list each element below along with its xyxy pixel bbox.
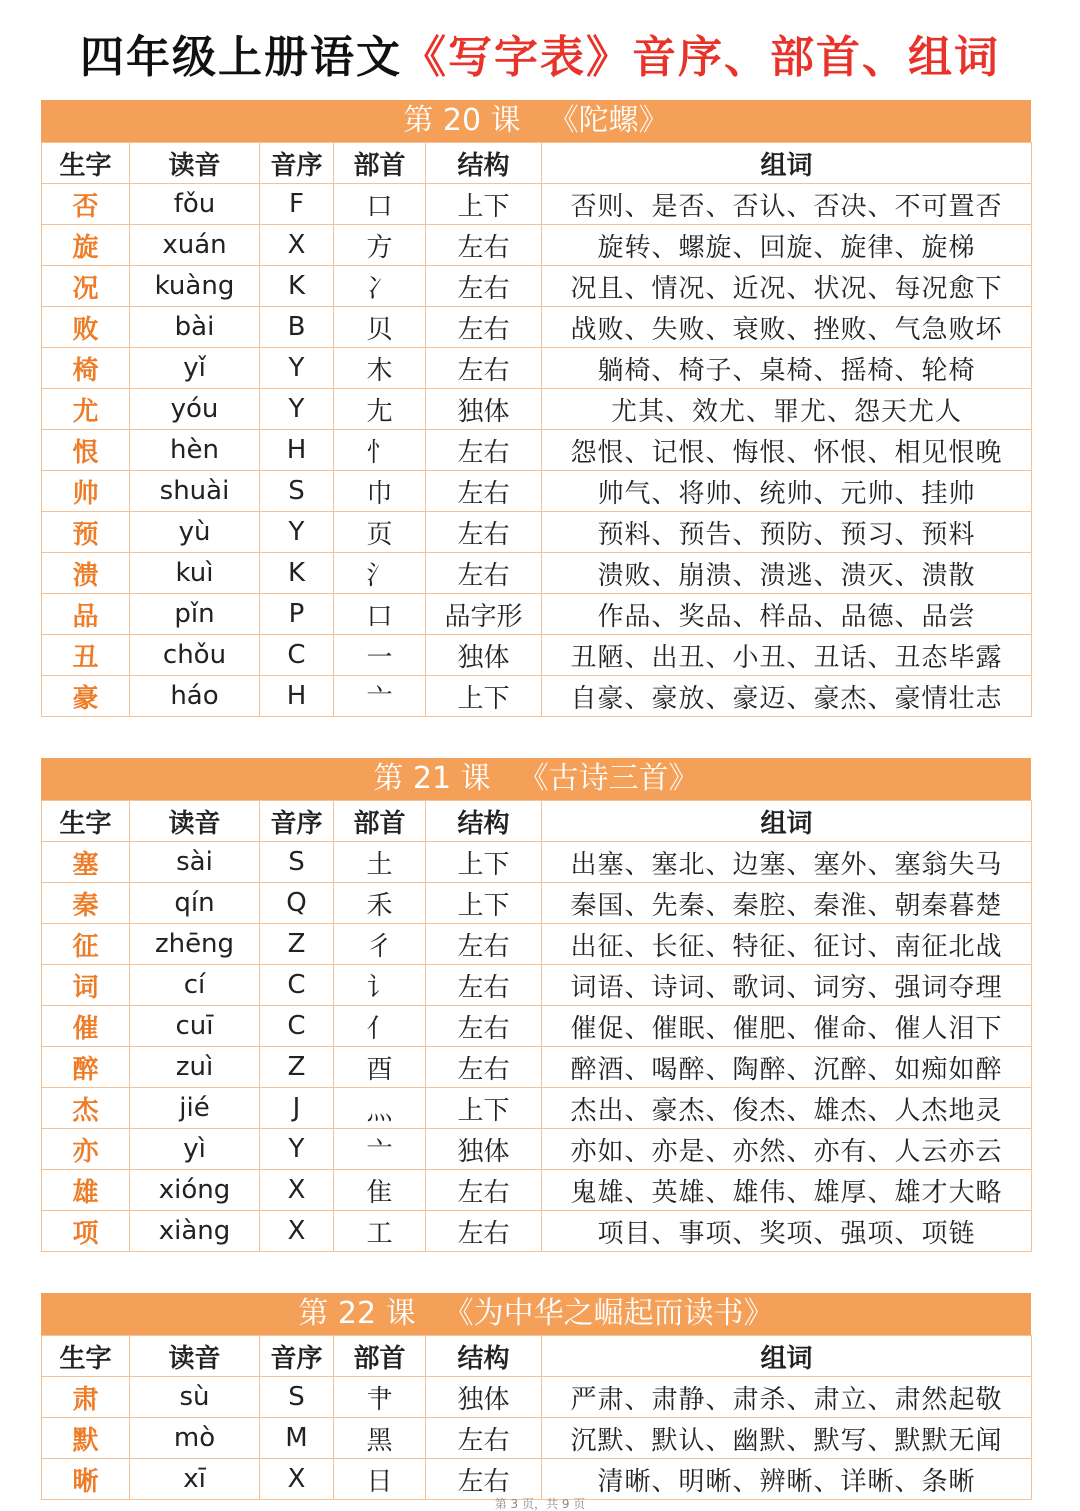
radical-cell: 酉	[334, 1047, 426, 1088]
column-header: 结构	[426, 801, 542, 842]
structure-cell: 左右	[426, 348, 542, 389]
column-header: 读音	[130, 1336, 260, 1377]
radical-cell: 贝	[334, 307, 426, 348]
radical-cell: 口	[334, 594, 426, 635]
pinyin-cell: qín	[130, 883, 260, 924]
radical-cell: 亠	[334, 676, 426, 717]
word-group-cell: 怨恨、记恨、悔恨、怀恨、相见恨晚	[542, 430, 1032, 471]
pinyin-cell: sù	[130, 1377, 260, 1418]
page-title-topic: 《写字表》音序、部首、组词	[402, 32, 1000, 83]
pinyin-cell: cí	[130, 965, 260, 1006]
lesson-number: 第 22 课	[298, 1296, 416, 1331]
radical-cell: 页	[334, 512, 426, 553]
column-header: 部首	[334, 1336, 426, 1377]
radical-cell: 工	[334, 1211, 426, 1252]
word-group-cell: 项目、事项、奖项、强项、项链	[542, 1211, 1032, 1252]
lesson-number: 第 20 课	[403, 103, 521, 138]
radical-cell: 巾	[334, 471, 426, 512]
word-group-cell: 秦国、先秦、秦腔、秦淮、朝秦暮楚	[542, 883, 1032, 924]
word-group-cell: 丑陋、出丑、小丑、丑话、丑态毕露	[542, 635, 1032, 676]
table-row	[42, 1088, 1032, 1129]
character-cell: 晰	[42, 1459, 130, 1500]
structure-cell: 左右	[426, 1459, 542, 1500]
structure-cell: 左右	[426, 471, 542, 512]
character-cell: 况	[42, 266, 130, 307]
word-group-cell: 沉默、默认、幽默、默写、默默无闻	[542, 1418, 1032, 1459]
column-header: 结构	[426, 1336, 542, 1377]
structure-cell: 左右	[426, 553, 542, 594]
character-cell: 肃	[42, 1377, 130, 1418]
word-group-cell: 作品、奖品、样品、品德、品尝	[542, 594, 1032, 635]
initial-letter-cell: C	[260, 1006, 334, 1047]
page-footer: 第 3 页，共 9 页	[494, 1497, 586, 1511]
radical-cell: 冫	[334, 266, 426, 307]
column-header: 音序	[260, 801, 334, 842]
radical-cell: 禾	[334, 883, 426, 924]
pinyin-cell: háo	[130, 676, 260, 717]
character-cell: 帅	[42, 471, 130, 512]
initial-letter-cell: X	[260, 1211, 334, 1252]
pinyin-cell: xiàng	[130, 1211, 260, 1252]
table-row	[42, 1211, 1032, 1252]
table-row	[42, 1006, 1032, 1047]
structure-cell: 左右	[426, 225, 542, 266]
initial-letter-cell: Z	[260, 924, 334, 965]
word-group-cell: 否则、是否、否认、否决、不可置否	[542, 184, 1032, 225]
word-group-cell: 亦如、亦是、亦然、亦有、人云亦云	[542, 1129, 1032, 1170]
radical-cell: 土	[334, 842, 426, 883]
word-group-cell: 况且、情况、近况、状况、每况愈下	[542, 266, 1032, 307]
table-row	[42, 1129, 1032, 1170]
character-cell: 恨	[42, 430, 130, 471]
word-group-cell: 预料、预告、预防、预习、预料	[542, 512, 1032, 553]
initial-letter-cell: Y	[260, 348, 334, 389]
radical-cell: 尢	[334, 389, 426, 430]
character-cell: 丑	[42, 635, 130, 676]
word-group-cell: 旋转、螺旋、回旋、旋律、旋梯	[542, 225, 1032, 266]
table-row	[42, 924, 1032, 965]
radical-cell: 灬	[334, 1088, 426, 1129]
header-row	[42, 143, 1032, 184]
radical-cell: 氵	[334, 553, 426, 594]
initial-letter-cell: B	[260, 307, 334, 348]
table-row	[42, 553, 1032, 594]
column-header: 读音	[130, 801, 260, 842]
character-cell: 尤	[42, 389, 130, 430]
structure-cell: 上下	[426, 676, 542, 717]
initial-letter-cell: C	[260, 965, 334, 1006]
word-group-cell: 清晰、明晰、辨晰、详晰、条晰	[542, 1459, 1032, 1500]
character-cell: 败	[42, 307, 130, 348]
word-group-cell: 溃败、崩溃、溃逃、溃灭、溃散	[542, 553, 1032, 594]
initial-letter-cell: Z	[260, 1047, 334, 1088]
structure-cell: 左右	[426, 1006, 542, 1047]
radical-cell: 亠	[334, 1129, 426, 1170]
word-group-cell: 词语、诗词、歌词、词穷、强词夺理	[542, 965, 1032, 1006]
pinyin-cell: mò	[130, 1418, 260, 1459]
word-group-cell: 帅气、将帅、统帅、元帅、挂帅	[542, 471, 1032, 512]
character-cell: 秦	[42, 883, 130, 924]
initial-letter-cell: H	[260, 430, 334, 471]
initial-letter-cell: F	[260, 184, 334, 225]
pinyin-cell: cuī	[130, 1006, 260, 1047]
pinyin-cell: xióng	[130, 1170, 260, 1211]
table-row	[42, 471, 1032, 512]
word-group-cell: 杰出、豪杰、俊杰、雄杰、人杰地灵	[542, 1088, 1032, 1129]
structure-cell: 左右	[426, 1211, 542, 1252]
initial-letter-cell: K	[260, 266, 334, 307]
pinyin-cell: kuì	[130, 553, 260, 594]
table-row	[42, 389, 1032, 430]
character-cell: 醉	[42, 1047, 130, 1088]
pinyin-cell: chǒu	[130, 635, 260, 676]
column-header: 音序	[260, 1336, 334, 1377]
character-table	[41, 142, 1032, 717]
word-group-cell: 出征、长征、特征、征讨、南征北战	[542, 924, 1032, 965]
radical-cell: 木	[334, 348, 426, 389]
radical-cell: 彳	[334, 924, 426, 965]
table-row	[42, 1418, 1032, 1459]
pinyin-cell: yì	[130, 1129, 260, 1170]
lesson-header	[41, 1293, 1031, 1335]
word-group-cell: 尤其、效尤、罪尤、怨天尤人	[542, 389, 1032, 430]
radical-cell: 日	[334, 1459, 426, 1500]
structure-cell: 左右	[426, 307, 542, 348]
word-group-cell: 鬼雄、英雄、雄伟、雄厚、雄才大略	[542, 1170, 1032, 1211]
structure-cell: 独体	[426, 389, 542, 430]
structure-cell: 独体	[426, 635, 542, 676]
header-row	[42, 801, 1032, 842]
structure-cell: 左右	[426, 1047, 542, 1088]
structure-cell: 左右	[426, 266, 542, 307]
pinyin-cell: xī	[130, 1459, 260, 1500]
radical-cell: 隹	[334, 1170, 426, 1211]
column-header: 结构	[426, 143, 542, 184]
initial-letter-cell: Y	[260, 1129, 334, 1170]
lesson-22-section	[41, 1293, 1031, 1500]
character-cell: 品	[42, 594, 130, 635]
pinyin-cell: sài	[130, 842, 260, 883]
character-cell: 豪	[42, 676, 130, 717]
initial-letter-cell: J	[260, 1088, 334, 1129]
character-cell: 预	[42, 512, 130, 553]
initial-letter-cell: C	[260, 635, 334, 676]
column-header: 组词	[542, 143, 1032, 184]
pinyin-cell: yóu	[130, 389, 260, 430]
pinyin-cell: zuì	[130, 1047, 260, 1088]
pinyin-cell: yǐ	[130, 348, 260, 389]
character-cell: 默	[42, 1418, 130, 1459]
pinyin-cell: fǒu	[130, 184, 260, 225]
page-title-grade: 四年级上册语文	[80, 32, 402, 83]
word-group-cell: 出塞、塞北、边塞、塞外、塞翁失马	[542, 842, 1032, 883]
radical-cell: 方	[334, 225, 426, 266]
character-cell: 雄	[42, 1170, 130, 1211]
table-row	[42, 676, 1032, 717]
column-header: 音序	[260, 143, 334, 184]
structure-cell: 品字形	[426, 594, 542, 635]
column-header: 组词	[542, 1336, 1032, 1377]
lesson-name: 《古诗三首》	[518, 761, 699, 796]
initial-letter-cell: X	[260, 1170, 334, 1211]
initial-letter-cell: X	[260, 225, 334, 266]
word-group-cell: 战败、失败、衰败、挫败、气急败坏	[542, 307, 1032, 348]
word-group-cell: 催促、催眠、催肥、催命、催人泪下	[542, 1006, 1032, 1047]
structure-cell: 上下	[426, 1088, 542, 1129]
character-cell: 项	[42, 1211, 130, 1252]
table-row	[42, 348, 1032, 389]
word-group-cell: 严肃、肃静、肃杀、肃立、肃然起敬	[542, 1377, 1032, 1418]
structure-cell: 左右	[426, 924, 542, 965]
pinyin-cell: xuán	[130, 225, 260, 266]
radical-cell: 讠	[334, 965, 426, 1006]
page-title	[0, 26, 1080, 90]
header-row	[42, 1336, 1032, 1377]
radical-cell: 肀	[334, 1377, 426, 1418]
table-row	[42, 965, 1032, 1006]
lesson-header	[41, 758, 1031, 800]
radical-cell: 亻	[334, 1006, 426, 1047]
lesson-name: 《陀螺》	[548, 103, 669, 138]
character-cell: 旋	[42, 225, 130, 266]
column-header: 部首	[334, 143, 426, 184]
table-row	[42, 512, 1032, 553]
table-row	[42, 266, 1032, 307]
table-row	[42, 883, 1032, 924]
word-group-cell: 躺椅、椅子、桌椅、摇椅、轮椅	[542, 348, 1032, 389]
lesson-number: 第 21 课	[373, 761, 491, 796]
initial-letter-cell: M	[260, 1418, 334, 1459]
column-header: 组词	[542, 801, 1032, 842]
lesson-21-section	[41, 758, 1031, 1252]
column-header: 生字	[42, 143, 130, 184]
radical-cell: 忄	[334, 430, 426, 471]
radical-cell: 口	[334, 184, 426, 225]
table-row	[42, 842, 1032, 883]
character-cell: 杰	[42, 1088, 130, 1129]
structure-cell: 上下	[426, 842, 542, 883]
initial-letter-cell: Y	[260, 389, 334, 430]
initial-letter-cell: H	[260, 676, 334, 717]
initial-letter-cell: S	[260, 842, 334, 883]
lesson-20-section	[41, 100, 1031, 717]
pinyin-cell: shuài	[130, 471, 260, 512]
word-group-cell: 醉酒、喝醉、陶醉、沉醉、如痴如醉	[542, 1047, 1032, 1088]
radical-cell: 一	[334, 635, 426, 676]
character-cell: 亦	[42, 1129, 130, 1170]
table-row	[42, 1047, 1032, 1088]
column-header: 部首	[334, 801, 426, 842]
character-cell: 词	[42, 965, 130, 1006]
pinyin-cell: kuàng	[130, 266, 260, 307]
pinyin-cell: jié	[130, 1088, 260, 1129]
table-row	[42, 1170, 1032, 1211]
initial-letter-cell: P	[260, 594, 334, 635]
structure-cell: 左右	[426, 430, 542, 471]
table-row	[42, 635, 1032, 676]
structure-cell: 左右	[426, 1418, 542, 1459]
structure-cell: 独体	[426, 1377, 542, 1418]
initial-letter-cell: K	[260, 553, 334, 594]
character-cell: 否	[42, 184, 130, 225]
structure-cell: 左右	[426, 512, 542, 553]
structure-cell: 上下	[426, 184, 542, 225]
initial-letter-cell: Y	[260, 512, 334, 553]
character-table	[41, 800, 1032, 1252]
character-cell: 溃	[42, 553, 130, 594]
initial-letter-cell: S	[260, 471, 334, 512]
character-table	[41, 1335, 1032, 1500]
radical-cell: 黑	[334, 1418, 426, 1459]
initial-letter-cell: X	[260, 1459, 334, 1500]
structure-cell: 左右	[426, 965, 542, 1006]
table-row	[42, 307, 1032, 348]
column-header: 读音	[130, 143, 260, 184]
structure-cell: 上下	[426, 883, 542, 924]
table-row	[42, 225, 1032, 266]
table-row	[42, 1377, 1032, 1418]
column-header: 生字	[42, 1336, 130, 1377]
pinyin-cell: yù	[130, 512, 260, 553]
structure-cell: 左右	[426, 1170, 542, 1211]
character-cell: 塞	[42, 842, 130, 883]
pinyin-cell: zhēng	[130, 924, 260, 965]
table-row	[42, 430, 1032, 471]
word-group-cell: 自豪、豪放、豪迈、豪杰、豪情壮志	[542, 676, 1032, 717]
lesson-name: 《为中华之崛起而读书》	[443, 1296, 774, 1331]
table-row	[42, 594, 1032, 635]
character-cell: 催	[42, 1006, 130, 1047]
table-row	[42, 1459, 1032, 1500]
initial-letter-cell: Q	[260, 883, 334, 924]
pinyin-cell: bài	[130, 307, 260, 348]
character-cell: 椅	[42, 348, 130, 389]
pinyin-cell: hèn	[130, 430, 260, 471]
structure-cell: 独体	[426, 1129, 542, 1170]
table-row	[42, 184, 1032, 225]
lesson-header	[41, 100, 1031, 142]
column-header: 生字	[42, 801, 130, 842]
initial-letter-cell: S	[260, 1377, 334, 1418]
pinyin-cell: pǐn	[130, 594, 260, 635]
character-cell: 征	[42, 924, 130, 965]
